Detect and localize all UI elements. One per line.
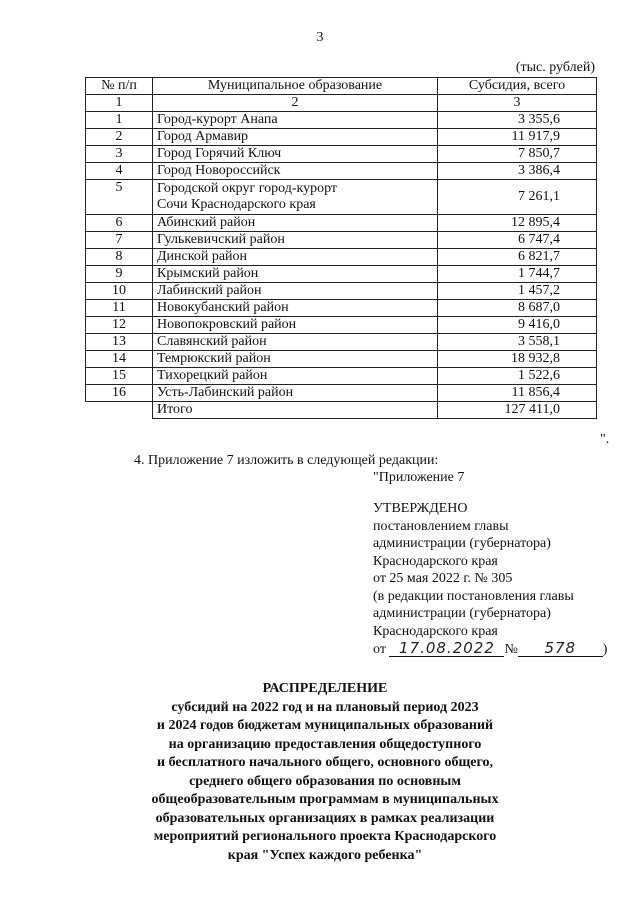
table-row (86, 215, 597, 232)
row-subsidy: 18 932,8 (438, 351, 597, 368)
row-municipality: Тихорецкий район (153, 368, 438, 385)
row-subsidy: 8 687,0 (438, 300, 597, 317)
table-row (86, 163, 597, 180)
row-subsidy: 1 744,7 (438, 266, 597, 283)
row-subsidy: 11 917,9 (438, 129, 597, 146)
header-subsidy: Субсидия, всего (438, 78, 597, 95)
row-municipality: Новопокровский район (153, 317, 438, 334)
table-row (86, 283, 597, 300)
index-cell-2: 2 (153, 95, 438, 112)
total-empty-cell (86, 402, 153, 419)
row-municipality: Гулькевичский район (153, 232, 438, 249)
table-row (86, 146, 597, 163)
table-row (86, 232, 597, 249)
table-row (86, 112, 597, 129)
row-number: 8 (86, 249, 153, 266)
row-number: 12 (86, 317, 153, 334)
approval-line: администрации (губернатора) (373, 606, 551, 621)
row-subsidy: 11 856,4 (438, 385, 597, 402)
row-municipality: Новокубанский район (153, 300, 438, 317)
distribution-line: мероприятий регионального проекта Краснодарского (153, 829, 497, 844)
table-row (86, 368, 597, 385)
header-municipality: Муниципальное образование (153, 78, 438, 95)
row-number: 10 (86, 283, 153, 300)
row-municipality-line1: Городской округ город-курорт (157, 181, 338, 196)
row-number: 1 (86, 112, 153, 129)
row-number: 15 (86, 368, 153, 385)
row-municipality-line2: Сочи Краснодарского края (157, 197, 316, 212)
row-subsidy: 1 457,2 (438, 283, 597, 300)
table-row (86, 334, 597, 351)
table-index-row (86, 95, 597, 112)
row-number: 6 (86, 215, 153, 232)
row-number: 11 (86, 300, 153, 317)
index-cell-3: 3 (438, 95, 597, 112)
appendix-header: "Приложение 7 (373, 470, 465, 485)
table-row (86, 317, 597, 334)
row-municipality: Усть-Лабинский район (153, 385, 438, 402)
distribution-line: образовательных организациях в рамках реализации (155, 810, 495, 826)
approval-block (373, 500, 607, 659)
row-subsidy: 3 558,1 (438, 334, 597, 351)
row-subsidy: 9 416,0 (438, 317, 597, 334)
row-municipality: Город-курорт Анапа (153, 112, 438, 129)
table-total-row (86, 402, 597, 419)
approval-line: от 25 мая 2022 г. № 305 (373, 571, 513, 586)
total-subsidy: 127 411,0 (438, 402, 597, 419)
distribution-line: и бесплатного начального общего, основного общего, (157, 755, 493, 770)
row-municipality: Крымский район (153, 266, 438, 283)
table-row (86, 249, 597, 266)
row-municipality: Город Новороссийск (153, 163, 438, 180)
subsidy-table (85, 77, 597, 419)
row-municipality: Город Армавир (153, 129, 438, 146)
distribution-line: среднего общего образования по основным (189, 773, 461, 789)
distribution-line: общеобразовательным программам в муниципальных (151, 792, 499, 807)
handwritten-number: 578 (518, 640, 603, 657)
handwritten-date: 17.08.2022 (389, 640, 504, 657)
approval-line: (в редакции постановления главы (373, 588, 574, 604)
row-number: 7 (86, 232, 153, 249)
row-number: 3 (86, 146, 153, 163)
row-number: 16 (86, 385, 153, 402)
table-row (86, 129, 597, 146)
unit-note: (тыс. рублей) (515, 60, 595, 75)
table-row (86, 180, 597, 215)
row-municipality: Лабинский район (153, 283, 438, 300)
row-municipality: Славянский район (153, 334, 438, 351)
sig-close-paren: ) (602, 642, 608, 657)
row-number: 13 (86, 334, 153, 351)
approval-line: администрации (губернатора) (373, 536, 551, 551)
distribution-line: на организацию предоставления общедоступного (168, 736, 482, 752)
row-number: 9 (86, 266, 153, 283)
row-municipality (153, 180, 438, 215)
distribution-line: субсидий на 2022 год и на плановый период 2023 (171, 699, 479, 715)
table-row (86, 300, 597, 317)
page-number: 3 (316, 30, 324, 45)
distribution-title: РАСПРЕДЕЛЕНИЕ (262, 681, 388, 696)
total-label: Итого (153, 402, 438, 419)
row-subsidy: 6 747,4 (438, 232, 597, 249)
approval-line: постановлением главы (373, 518, 509, 534)
row-municipality: Динской район (153, 249, 438, 266)
row-subsidy: 3 386,4 (438, 163, 597, 180)
sig-number-label: № (504, 642, 518, 657)
approval-line: Краснодарского края (373, 623, 498, 639)
index-cell-1: 1 (86, 95, 153, 112)
row-municipality: Абинский район (153, 215, 438, 232)
distribution-line: края "Успех каждого ребенка" (227, 847, 423, 863)
row-number: 2 (86, 129, 153, 146)
approval-line: Краснодарского края (373, 553, 498, 569)
row-number: 5 (86, 180, 153, 215)
row-subsidy: 1 522,6 (438, 368, 597, 385)
row-subsidy: 12 895,4 (438, 215, 597, 232)
row-number: 14 (86, 351, 153, 368)
row-municipality: Темрюкский район (153, 351, 438, 368)
row-number: 4 (86, 163, 153, 180)
item-4-text: 4. Приложение 7 изложить в следующей редакции: (134, 453, 439, 468)
row-subsidy: 3 355,6 (438, 112, 597, 129)
signature-line (373, 640, 607, 659)
row-subsidy: 7 261,1 (438, 180, 597, 215)
table-header-row (86, 78, 597, 95)
row-subsidy: 6 821,7 (438, 249, 597, 266)
header-number: № п/п (86, 78, 153, 95)
sig-from-label: от (373, 642, 386, 657)
distribution-line: и 2024 годов бюджетам муниципальных образований (156, 718, 494, 733)
row-municipality: Город Горячий Ключ (153, 146, 438, 163)
table-row (86, 351, 597, 368)
row-subsidy: 7 850,7 (438, 146, 597, 163)
closing-quote: ". (600, 432, 610, 447)
table-row (86, 266, 597, 283)
approval-title: УТВЕРЖДЕНО (373, 501, 468, 516)
table-row (86, 385, 597, 402)
distribution-block (90, 680, 560, 865)
